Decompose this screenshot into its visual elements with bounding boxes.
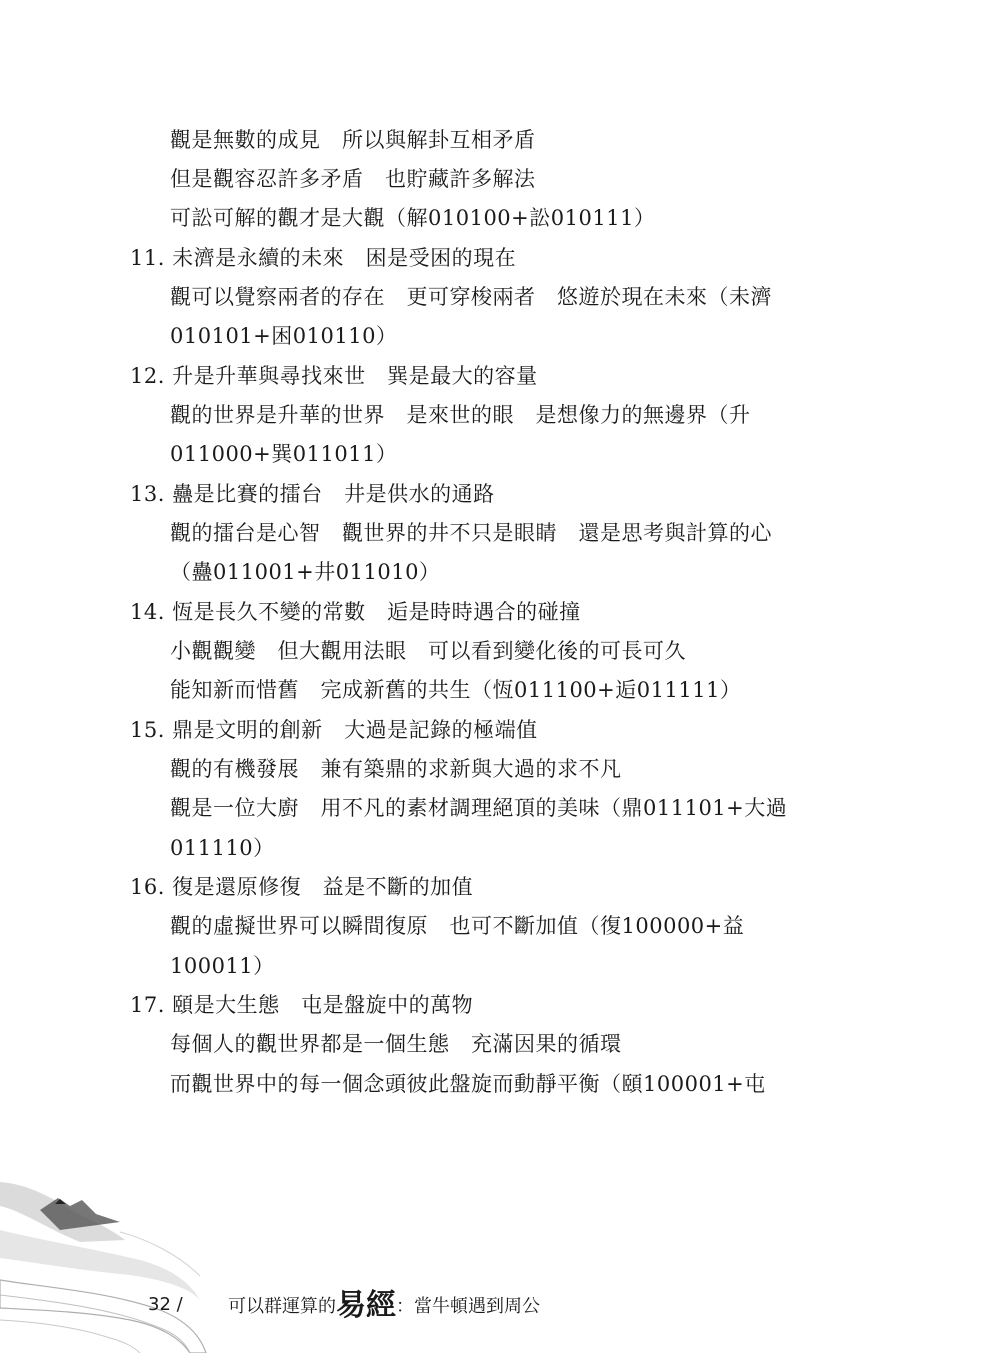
text-line: 觀的虛擬世界可以瞬間復原 也可不斷加值（復100000+益: [170, 914, 745, 938]
list-item-heading: 13. 蠱是比賽的擂台 井是供水的通路: [130, 482, 495, 506]
list-item-heading: 12. 升是升華與尋找來世 巽是最大的容量: [130, 364, 538, 388]
list-item-heading: 17. 頤是大生態 屯是盤旋中的萬物: [130, 993, 474, 1017]
list-item-heading: 16. 復是還原修復 益是不斷的加值: [130, 875, 474, 899]
text-line: 小觀觀變 但大觀用法眼 可以看到變化後的可長可久: [170, 639, 686, 663]
book-title-emphasis: 易經: [336, 1288, 396, 1323]
text-line: 可訟可解的觀才是大觀（解010100+訟010111）: [170, 206, 656, 230]
page-number: 32 /: [148, 1294, 183, 1315]
list-item-heading: 14. 恆是長久不變的常數 逅是時時遇合的碰撞: [130, 600, 581, 624]
text-line: 每個人的觀世界都是一個生態 充滿因果的循環: [170, 1032, 622, 1056]
page-footer: [0, 1286, 1000, 1326]
book-title: [228, 1286, 540, 1327]
text-line: 觀是無數的成見 所以與解卦互相矛盾: [170, 128, 536, 152]
text-line: 觀是一位大廚 用不凡的素材調理絕頂的美味（鼎011101+大過: [170, 796, 788, 820]
text-line: 觀可以覺察兩者的存在 更可穿梭兩者 悠遊於現在未來（未濟: [170, 285, 772, 309]
text-line: 但是觀容忍許多矛盾 也貯藏許多解法: [170, 167, 536, 191]
text-line: 觀的世界是升華的世界 是來世的眼 是想像力的無邊界（升: [170, 403, 751, 427]
text-line: 觀的擂台是心智 觀世界的井不只是眼睛 還是思考與計算的心: [170, 521, 772, 545]
text-line: 能知新而惜舊 完成新舊的共生（恆011100+逅011111）: [170, 678, 742, 702]
list-item-heading: 11. 未濟是永續的未來 困是受困的現在: [130, 246, 517, 270]
text-line: 010101+困010110）: [170, 324, 398, 348]
text-line: 而觀世界中的每一個念頭彼此盤旋而動靜平衡（頤100001+屯: [170, 1072, 766, 1096]
book-title-prefix: 可以群運算的: [228, 1296, 336, 1317]
text-line: 觀的有機發展 兼有築鼎的求新與大過的求不凡: [170, 757, 622, 781]
book-title-suffix: ：當牛頓遇到周公: [396, 1296, 540, 1317]
text-line: 011110）: [170, 836, 275, 860]
text-line: 100011）: [170, 954, 275, 978]
text-line: （蠱011001+井011010）: [170, 560, 441, 584]
text-line: 011000+巽011011）: [170, 442, 398, 466]
list-item-heading: 15. 鼎是文明的創新 大過是記錄的極端值: [130, 718, 538, 742]
